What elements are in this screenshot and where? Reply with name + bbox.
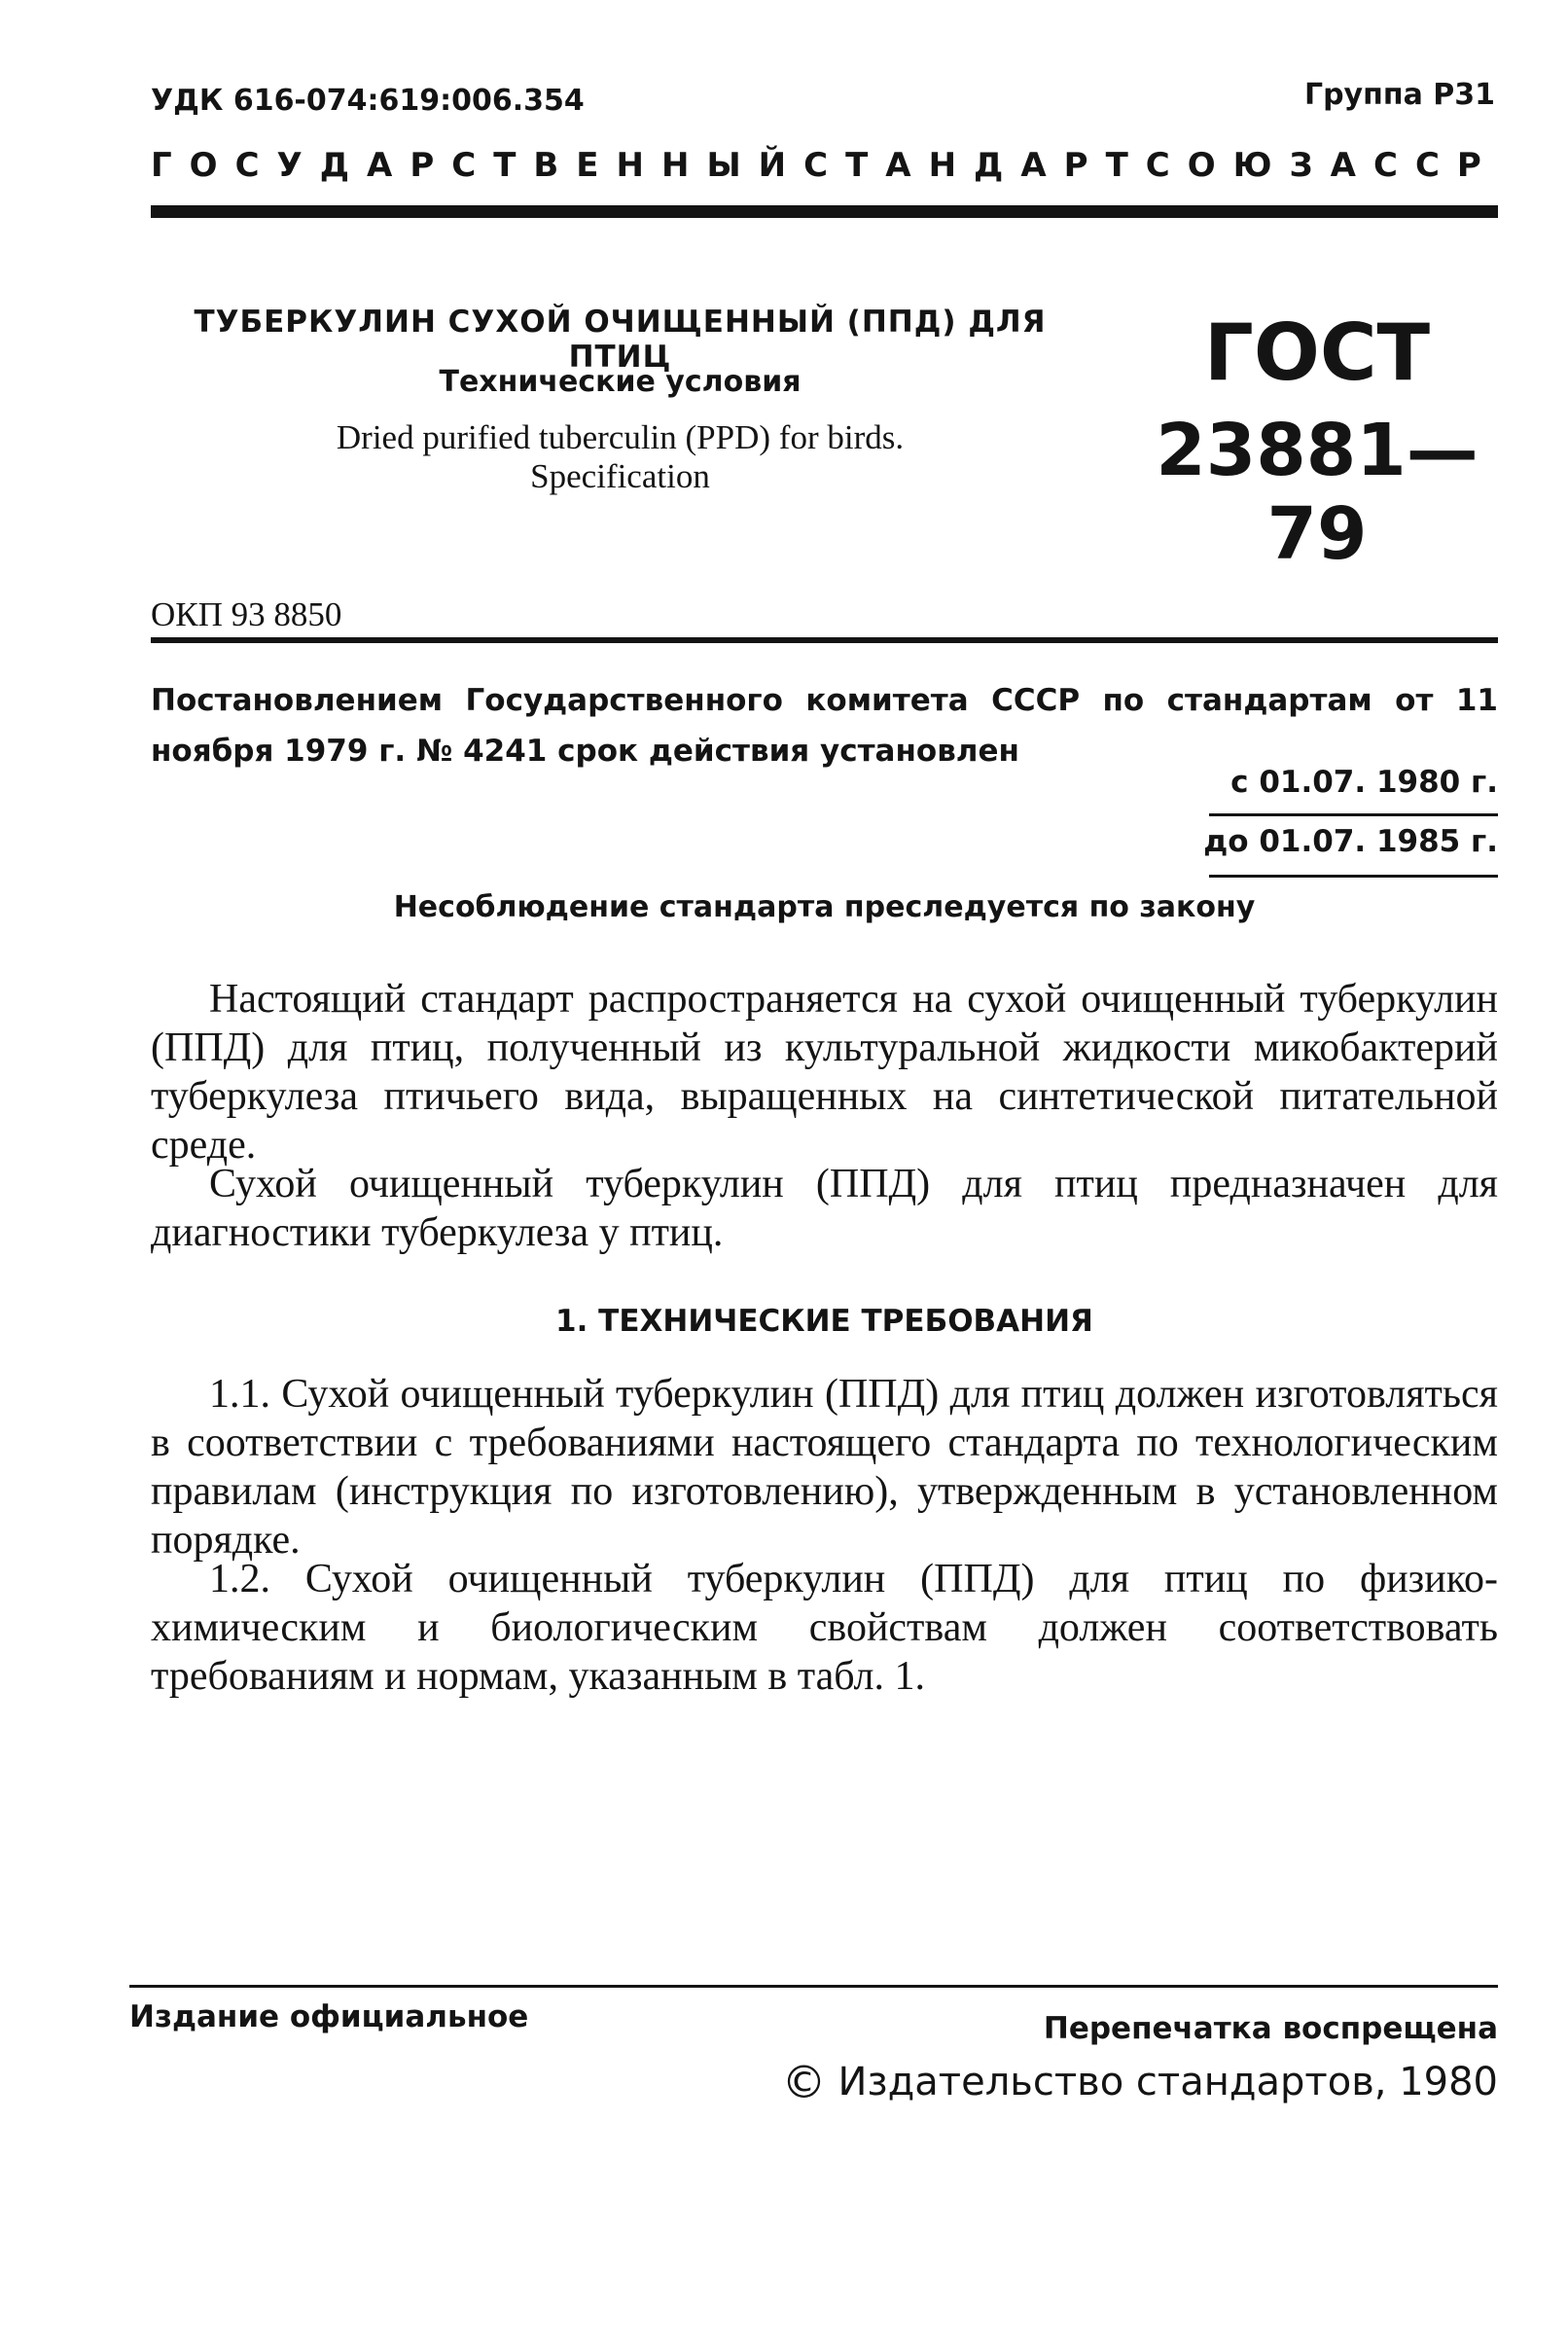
banner-word: ССР [1373, 146, 1499, 185]
okp-code: ОКП 93 8850 [151, 595, 342, 633]
document-subtitle-ru: Технические условия [439, 365, 802, 399]
document-title-ru: ТУБЕРКУЛИН СУХОЙ ОЧИЩЕННЫЙ (ППД) ДЛЯ ПТИЦ [194, 305, 1047, 375]
document-title-en [151, 418, 1089, 496]
law-notice: Несоблюдение стандарта преследуется по закону [393, 890, 1256, 924]
copyright-icon: © [781, 2056, 827, 2108]
paragraph-purpose: Сухой очищенный туберкулин (ППД) для птиц предназначен для диагностики туберкулеза у птиц. [151, 1162, 1498, 1255]
paragraph-scope: Настоящий стандарт распространяется на сухой очищенный туберкулин (ППД) для птиц, полученный из культуральной жидкости микобактерий туберкулеза птичьего вида, выращенных на синтетической питательной среде. [151, 977, 1498, 1168]
banner-word: ГОСУДАРСТВЕННЫЙ [151, 146, 804, 185]
official-edition-label: Издание официальное [129, 1999, 529, 2034]
banner-word: СОЮЗА [1145, 146, 1373, 185]
footer-divider [129, 1985, 1498, 1988]
title-en-line: Dried purified tuberculin (PPD) for birds. [336, 418, 905, 456]
validity-date-to: до 01.07. 1985 г. [1203, 824, 1498, 859]
banner-word: СТАНДАРТ [803, 146, 1146, 185]
date-underline [1209, 875, 1498, 878]
udk-code: УДК 616-074:619:006.354 [151, 84, 585, 118]
state-standard-banner [151, 146, 1498, 185]
gost-label: ГОСТ [1203, 307, 1431, 398]
group-code: Группа Р31 [1303, 78, 1495, 112]
clause-1-1: 1.1. Сухой очищенный туберкулин (ППД) для птиц должен изготовляться в соответствии с требованиями настоящего стандарта по технологическим правилам (инструкция по изготовлению), утвержденным в установленном порядке. [151, 1372, 1498, 1563]
clause-1-2: 1.2. Сухой очищенный туберкулин (ППД) для птиц по физико-химическим и биологическим свойствам должен соответствовать требованиям и нормам, указанным в табл. 1. [151, 1557, 1498, 1699]
header-divider [151, 205, 1498, 218]
title-en-line: Specification [530, 457, 710, 495]
publisher-name: Издательство стандартов, 1980 [837, 2060, 1498, 2104]
section-title: 1. ТЕХНИЧЕСКИЕ ТРЕБОВАНИЯ [555, 1304, 1093, 1339]
publisher-line [781, 2056, 1498, 2108]
gost-number: 23881—79 [1156, 409, 1479, 576]
reprint-notice: Перепечатка воспрещена [1043, 2011, 1498, 2046]
validity-date-from: с 01.07. 1980 г. [1230, 765, 1498, 800]
okp-divider [151, 637, 1498, 643]
decree-text: Постановлением Государственного комитета СССР по стандартам от 11 ноября 1979 г. № 4241 срок действия установлен [151, 683, 1498, 769]
date-divider [1209, 813, 1498, 816]
